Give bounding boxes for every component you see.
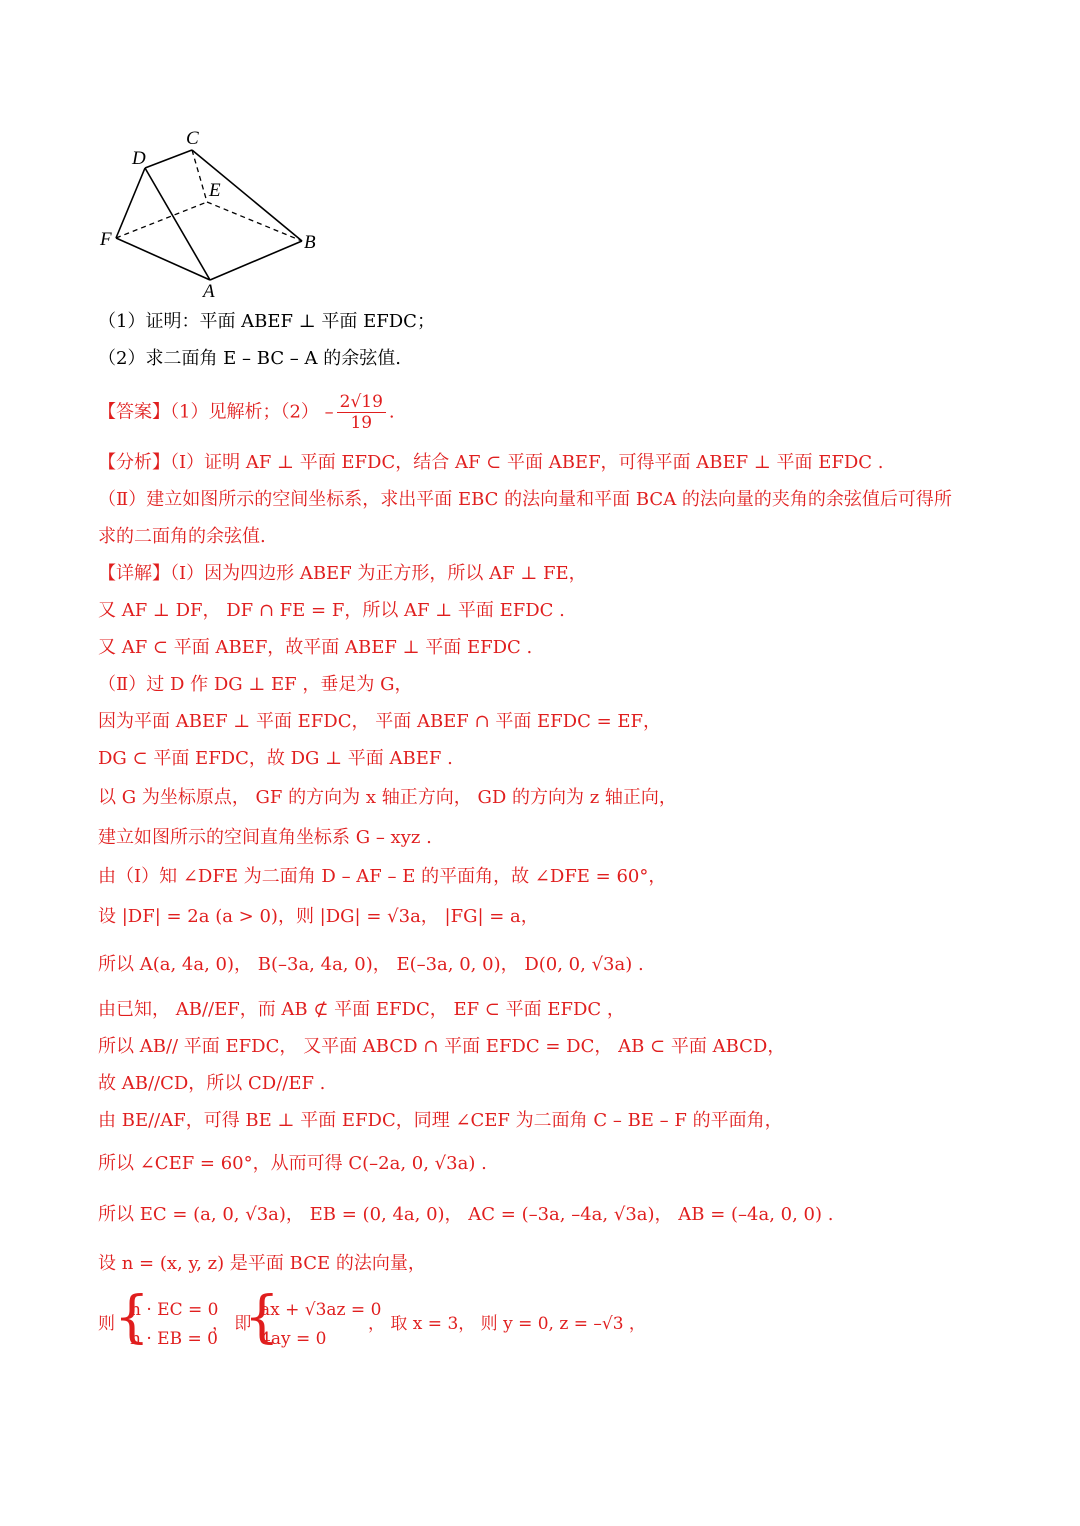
label-A: A (203, 281, 215, 302)
label-E: E (209, 180, 221, 201)
system-prefix: 则 (98, 1314, 115, 1334)
detail-line-10: 设 |DF| = 2a (a > 0)，则 |DG| = √3a， |FG| = a， (98, 906, 539, 927)
detail-line-2: 又 AF ⊥ DF， DF ∩ FE = F，所以 AF ⊥ 平面 EFDC . (98, 600, 565, 621)
edge-C-E (192, 150, 207, 202)
detail-line-11: 所以 A(a, 4a, 0)， B(–3a, 4a, 0)， E(–3a, 0, 0)， D(0, 0, √3a) . (98, 954, 644, 975)
analysis-line-1 (98, 450, 884, 476)
system-eq-3: ax + √3az = 0 (260, 1300, 382, 1320)
system-eq-2: n · EB = 0 (130, 1329, 218, 1349)
detail-line-6: DG ⊂ 平面 EFDC，故 DG ⊥ 平面 ABEF . (98, 748, 453, 769)
brace-left-1: { (114, 1285, 150, 1350)
detail-line-18: 设 n = (x, y, z) 是平面 BCE 的法向量， (98, 1253, 426, 1274)
detail-text-1: （Ⅰ）因为四边形 ABEF 为正方形，所以 AF ⊥ FE， (170, 563, 587, 584)
label-D: D (132, 148, 146, 169)
system-eq-4: 4ay = 0 (260, 1329, 327, 1349)
question-2: （2）求二面角 E – BC – A 的余弦值. (98, 348, 401, 369)
question-1: （1）证明：平面 ABEF ⊥ 平面 EFDC； (98, 311, 435, 332)
fraction-denominator: 19 (350, 413, 373, 433)
detail-line-5: 因为平面 ABEF ⊥ 平面 EFDC， 平面 ABEF ∩ 平面 EFDC = EF， (98, 711, 662, 732)
label-B: B (304, 232, 316, 253)
edge-F-E (116, 202, 207, 238)
answer-line (98, 392, 395, 433)
edge-D-C (145, 150, 192, 168)
answer-end: . (388, 401, 395, 423)
detail-line-17: 所以 EC = (a, 0, √3a)， EB = (0, 4a, 0)， AC = (–3a, –4a, √3a)， AB = (–4a, 0, 0) . (98, 1204, 834, 1225)
analysis-text-1: （Ⅰ）证明 AF ⊥ 平面 EFDC，结合 AF ⊂ 平面 ABEF，可得平面 ABEF ⊥ 平面 EFDC . (170, 452, 884, 473)
system-eq-1: n · EC = 0 (130, 1300, 219, 1320)
detail-line-15: 由 BE//AF，可得 BE ⊥ 平面 EFDC，同理 ∠CEF 为二面角 C – BE – F 的平面角， (98, 1110, 783, 1131)
edge-A-B (210, 241, 302, 280)
edge-D-F (116, 168, 145, 238)
edge-D-A (145, 168, 210, 280)
system-mid: ， 即 (212, 1314, 252, 1334)
detail-line-14: 故 AB//CD，所以 CD//EF . (98, 1073, 326, 1094)
answer-text: （1）见解析；（2） – (170, 401, 334, 423)
system-tail: ， 取 x = 3， 则 y = 0, z = –√3 ， (368, 1314, 646, 1334)
analysis-line-3: 求的二面角的余弦值. (98, 526, 266, 547)
edge-E-B (207, 202, 302, 241)
detail-line-1 (98, 561, 587, 587)
answer-fraction (337, 392, 386, 433)
analysis-tag: 【分析】 (98, 452, 170, 473)
detail-line-8: 建立如图所示的空间直角坐标系 G – xyz . (98, 827, 432, 848)
fraction-numerator: 2√19 (337, 392, 386, 413)
brace-left-2: { (244, 1285, 280, 1350)
detail-line-12: 由已知， AB//EF，而 AB ⊄ 平面 EFDC， EF ⊂ 平面 EFDC ， (98, 999, 625, 1020)
answer-tag: 【答案】 (98, 401, 170, 423)
label-F: F (100, 229, 112, 250)
detail-line-13: 所以 AB// 平面 EFDC， 又平面 ABCD ∩ 平面 EFDC = DC， AB ⊂ 平面 ABCD， (98, 1036, 786, 1057)
detail-line-9: 由（Ⅰ）知 ∠DFE 为二面角 D – AF – E 的平面角，故 ∠DFE = 60°， (98, 866, 667, 887)
analysis-line-2: （Ⅱ）建立如图所示的空间坐标系，求出平面 EBC 的法向量和平面 BCA 的法向量的夹角的余弦值后可得所 (98, 489, 952, 510)
label-C: C (186, 128, 199, 149)
edge-F-A (116, 238, 210, 280)
detail-line-3: 又 AF ⊂ 平面 ABEF，故平面 ABEF ⊥ 平面 EFDC . (98, 637, 533, 658)
detail-line-4: （Ⅱ）过 D 作 DG ⊥ EF ，垂足为 G， (98, 674, 413, 695)
solid-figure (90, 120, 330, 305)
detail-line-16: 所以 ∠CEF = 60°，从而可得 C(–2a, 0, √3a) . (98, 1153, 487, 1174)
detail-tag: 【详解】 (98, 563, 170, 584)
detail-line-7: 以 G 为坐标原点， GF 的方向为 x 轴正方向， GD 的方向为 z 轴正向， (98, 787, 677, 808)
